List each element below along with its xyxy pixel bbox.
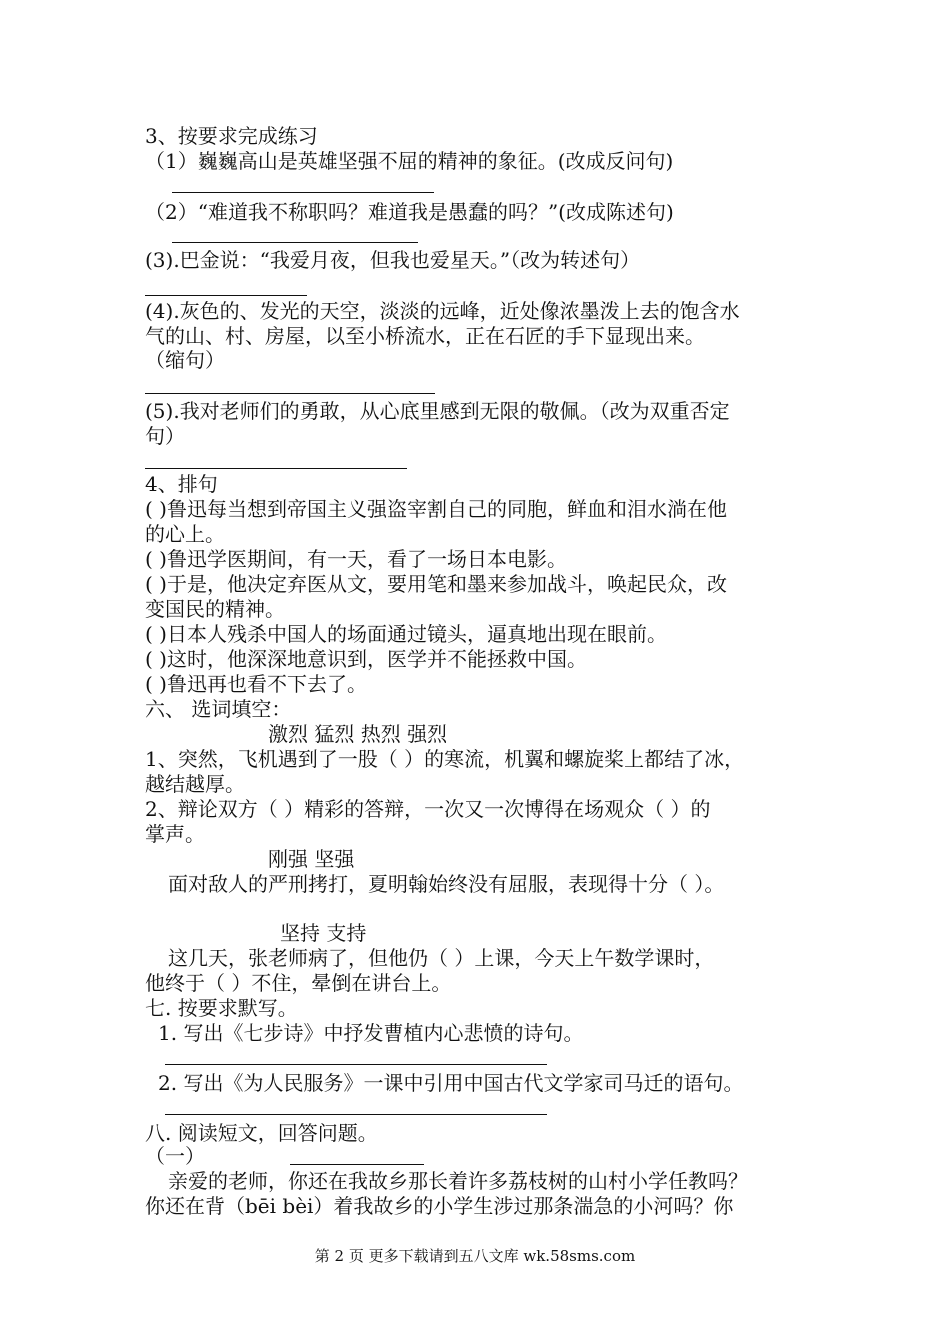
fill-3: 面对敌人的严刑拷打，夏明翰始终没有屈服，表现得十分（ ）。: [168, 872, 725, 896]
word-choices-2: 刚强 坚强: [268, 847, 355, 871]
question-3-4-line2: 气的山、村、房屋，以至小桥流水，正在石匠的手下显现出来。: [145, 324, 705, 348]
fill-1-line1: 1、突然，飞机遇到了一股（ ）的寒流，机翼和螺旋桨上都结了冰，: [145, 747, 745, 771]
recite-2: 2. 写出《为人民服务》一课中引用中国古代文学家司马迁的语句。: [158, 1071, 744, 1095]
question-3-3: (3).巴金说：“我爱月夜，但我也爱星天。”（改为转述句）: [145, 248, 641, 272]
section-6-heading: 六、 选词填空：: [145, 697, 292, 721]
answer-line: [172, 242, 418, 243]
page-footer: 第 2 页 更多下载请到五八文库 wk.58sms.com: [314, 1247, 636, 1265]
sort-item-6: ( )鲁迅再也看不下去了。: [145, 672, 367, 696]
fill-1-line2: 越结越厚。: [145, 772, 245, 796]
word-choices-3: 坚持 支持: [280, 921, 367, 945]
answer-line: [145, 295, 307, 296]
question-3-5-line1: (5).我对老师们的勇敢，从心底里感到无限的敬佩。（改为双重否定: [145, 399, 730, 423]
section-7-heading: 七. 按要求默写。: [145, 996, 298, 1020]
fill-2-line1: 2、辩论双方（ ）精彩的答辩，一次又一次博得在场观众（ ）的: [145, 797, 711, 821]
sort-item-2: ( )鲁迅学医期间，有一天，看了一场日本电影。: [145, 547, 567, 571]
answer-line: [172, 192, 434, 193]
fill-2-line2: 掌声。: [145, 822, 205, 846]
passage-line1: 亲爱的老师，你还在我故乡那长着许多荔枝树的山村小学任教吗？: [168, 1169, 748, 1193]
passage-line2: 你还在背（bēi bèi）着我故乡的小学生涉过那条湍急的小河吗？你: [145, 1194, 734, 1218]
section-8-heading: 八. 阅读短文，回答问题。: [145, 1121, 378, 1145]
passage-number: （一）: [145, 1144, 205, 1168]
sort-item-3-line2: 变国民的精神。: [145, 597, 285, 621]
answer-line: [145, 393, 435, 394]
fill-4-line1: 这几天，张老师病了，但他仍（ ）上课，今天上午数学课时，: [168, 946, 715, 970]
question-3-4-line3: （缩句）: [145, 348, 225, 372]
sort-item-4: ( )日本人残杀中国人的场面通过镜头，逼真地出现在眼前。: [145, 622, 667, 646]
question-3-1: （1）巍巍高山是英雄坚强不屈的精神的象征。(改成反问句): [145, 149, 674, 173]
fill-4-line2: 他终于（ ）不住，晕倒在讲台上。: [145, 971, 452, 995]
recite-1: 1. 写出《七步诗》中抒发曹植内心悲愤的诗句。: [158, 1021, 584, 1045]
answer-line: [165, 1064, 547, 1065]
question-3-5-line2: 句）: [145, 424, 185, 448]
question-3-2: （2）“难道我不称职吗？难道我是愚蠢的吗？”(改成陈述句): [145, 200, 674, 224]
answer-line: [165, 1114, 547, 1115]
section-4-heading: 4、排句: [145, 472, 218, 496]
sort-item-3-line1: ( )于是，他决定弃医从文，要用笔和墨来参加战斗，唤起民众，改: [145, 572, 727, 596]
word-choices-1: 激烈 猛烈 热烈 强烈: [268, 722, 448, 746]
sort-item-1-line1: ( )鲁迅每当想到帝国主义强盗宰割自己的同胞，鲜血和泪水淌在他: [145, 497, 727, 521]
sort-item-1-line2: 的心上。: [145, 522, 225, 546]
sort-item-5: ( )这时，他深深地意识到，医学并不能拯救中国。: [145, 647, 587, 671]
answer-line: [145, 468, 407, 469]
question-3-4-line1: (4).灰色的、发光的天空，淡淡的远峰，近处像浓墨泼上去的饱含水: [145, 299, 740, 323]
title-blank: [290, 1164, 424, 1165]
section-3-heading: 3、按要求完成练习: [145, 124, 318, 148]
